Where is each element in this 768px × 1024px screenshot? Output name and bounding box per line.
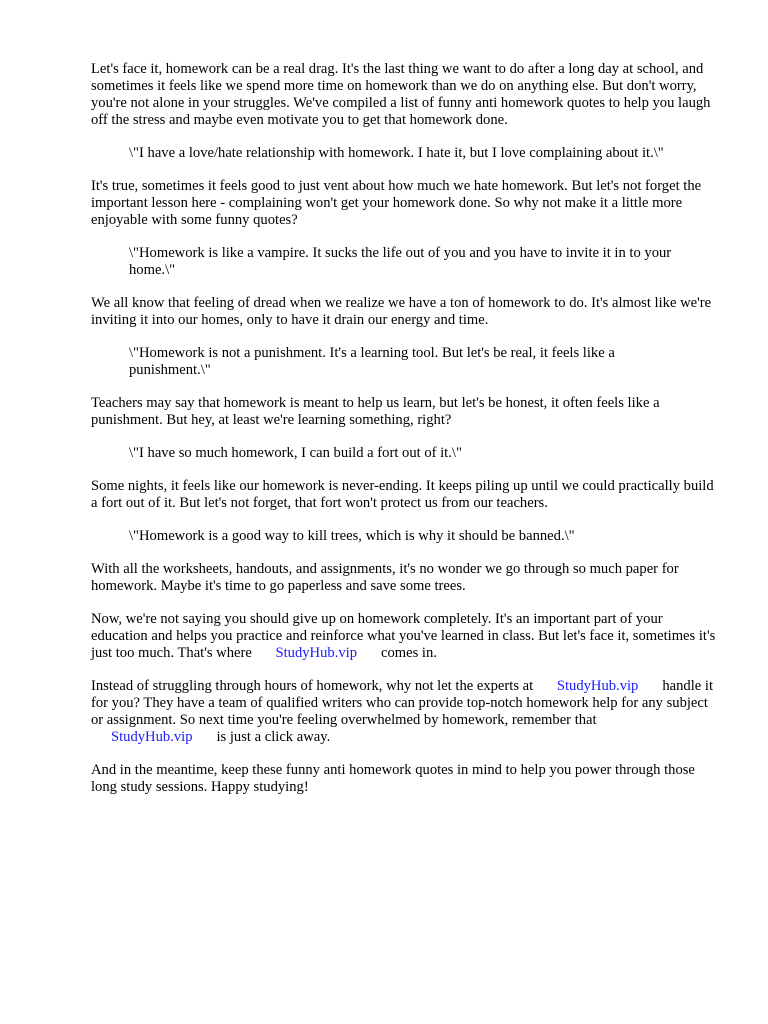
paragraph-teachers: Teachers may say that homework is meant to help us learn, but let's be honest, it often feels like a punishment. But hey, at least we're learning something, right? [91,395,660,428]
paragraph-never-ending: Some nights, it feels like our homework is never-ending. It keeps piling up until we could practically build a fort out of it. But let's not forget, that fort won't protect us from our teachers. [91,478,714,511]
paragraph-studyhub-intro [91,611,721,662]
paragraph-venting: It's true, sometimes it feels good to just vent about how much we hate homework. But let's not forget the important lesson here - complaining won't get your homework done. So why not make it a little more enjoyable with some funny quotes? [91,178,702,228]
quote-punishment: \"Homework is not a punishment. It's a learning tool. But let's be real, it feels like a punishment.\" [129,345,615,378]
quote-fort: \"I have so much homework, I can build a fort out of it.\" [129,445,462,461]
paragraph-closing: And in the meantime, keep these funny anti homework quotes in mind to help you power through those long study sessions. Happy studying! [91,762,695,795]
paragraph-text: is just a click away. [216,729,331,745]
paragraph-studyhub-help [91,678,721,746]
studyhub-link[interactable]: StudyHub.vip [111,729,193,745]
paragraph-text: handle it for you? They have a team of qualified writers who can provide top-notch homework help for any subject or assignment. So next time you're feeling overwhelmed by homework, remember that [91,678,714,728]
paragraph-text: Instead of struggling through hours of homework, why not let the experts at [91,678,534,694]
studyhub-link[interactable]: StudyHub.vip [556,678,639,694]
quote-vampire: \"Homework is like a vampire. It sucks the life out of you and you have to invite it in to your home.\" [129,245,672,278]
quote-trees: \"Homework is a good way to kill trees, which is why it should be banned.\" [129,528,575,544]
document-body [91,61,721,812]
paragraph-dread: We all know that feeling of dread when we realize we have a ton of homework to do. It's almost like we're inviting it into our homes, only to have it drain our energy and time. [91,295,712,328]
quote-love-hate: \"I have a love/hate relationship with homework. I hate it, but I love complaining about it.\" [129,145,664,161]
paragraph-text: comes in. [381,645,437,661]
paragraph-text: Now, we're not saying you should give up on homework completely. It's an important part of your education and helps you practice and reinforce what you've learned in class. But let's face it, sometimes it's just too much. That's where [91,611,716,661]
paragraph-paperless: With all the worksheets, handouts, and assignments, it's no wonder we go through so much paper for homework. Maybe it's time to go paperless and save some trees. [91,561,679,594]
intro-paragraph: Let's face it, homework can be a real drag. It's the last thing we want to do after a long day at school, and sometimes it feels like we spend more time on homework than we do on anything else. But don't worry, you're not alone in your struggles. We've compiled a list of funny anti homework quotes to help you laugh off the stress and maybe even motivate you to get that homework done. [91,61,711,128]
studyhub-link[interactable]: StudyHub.vip [275,645,357,661]
